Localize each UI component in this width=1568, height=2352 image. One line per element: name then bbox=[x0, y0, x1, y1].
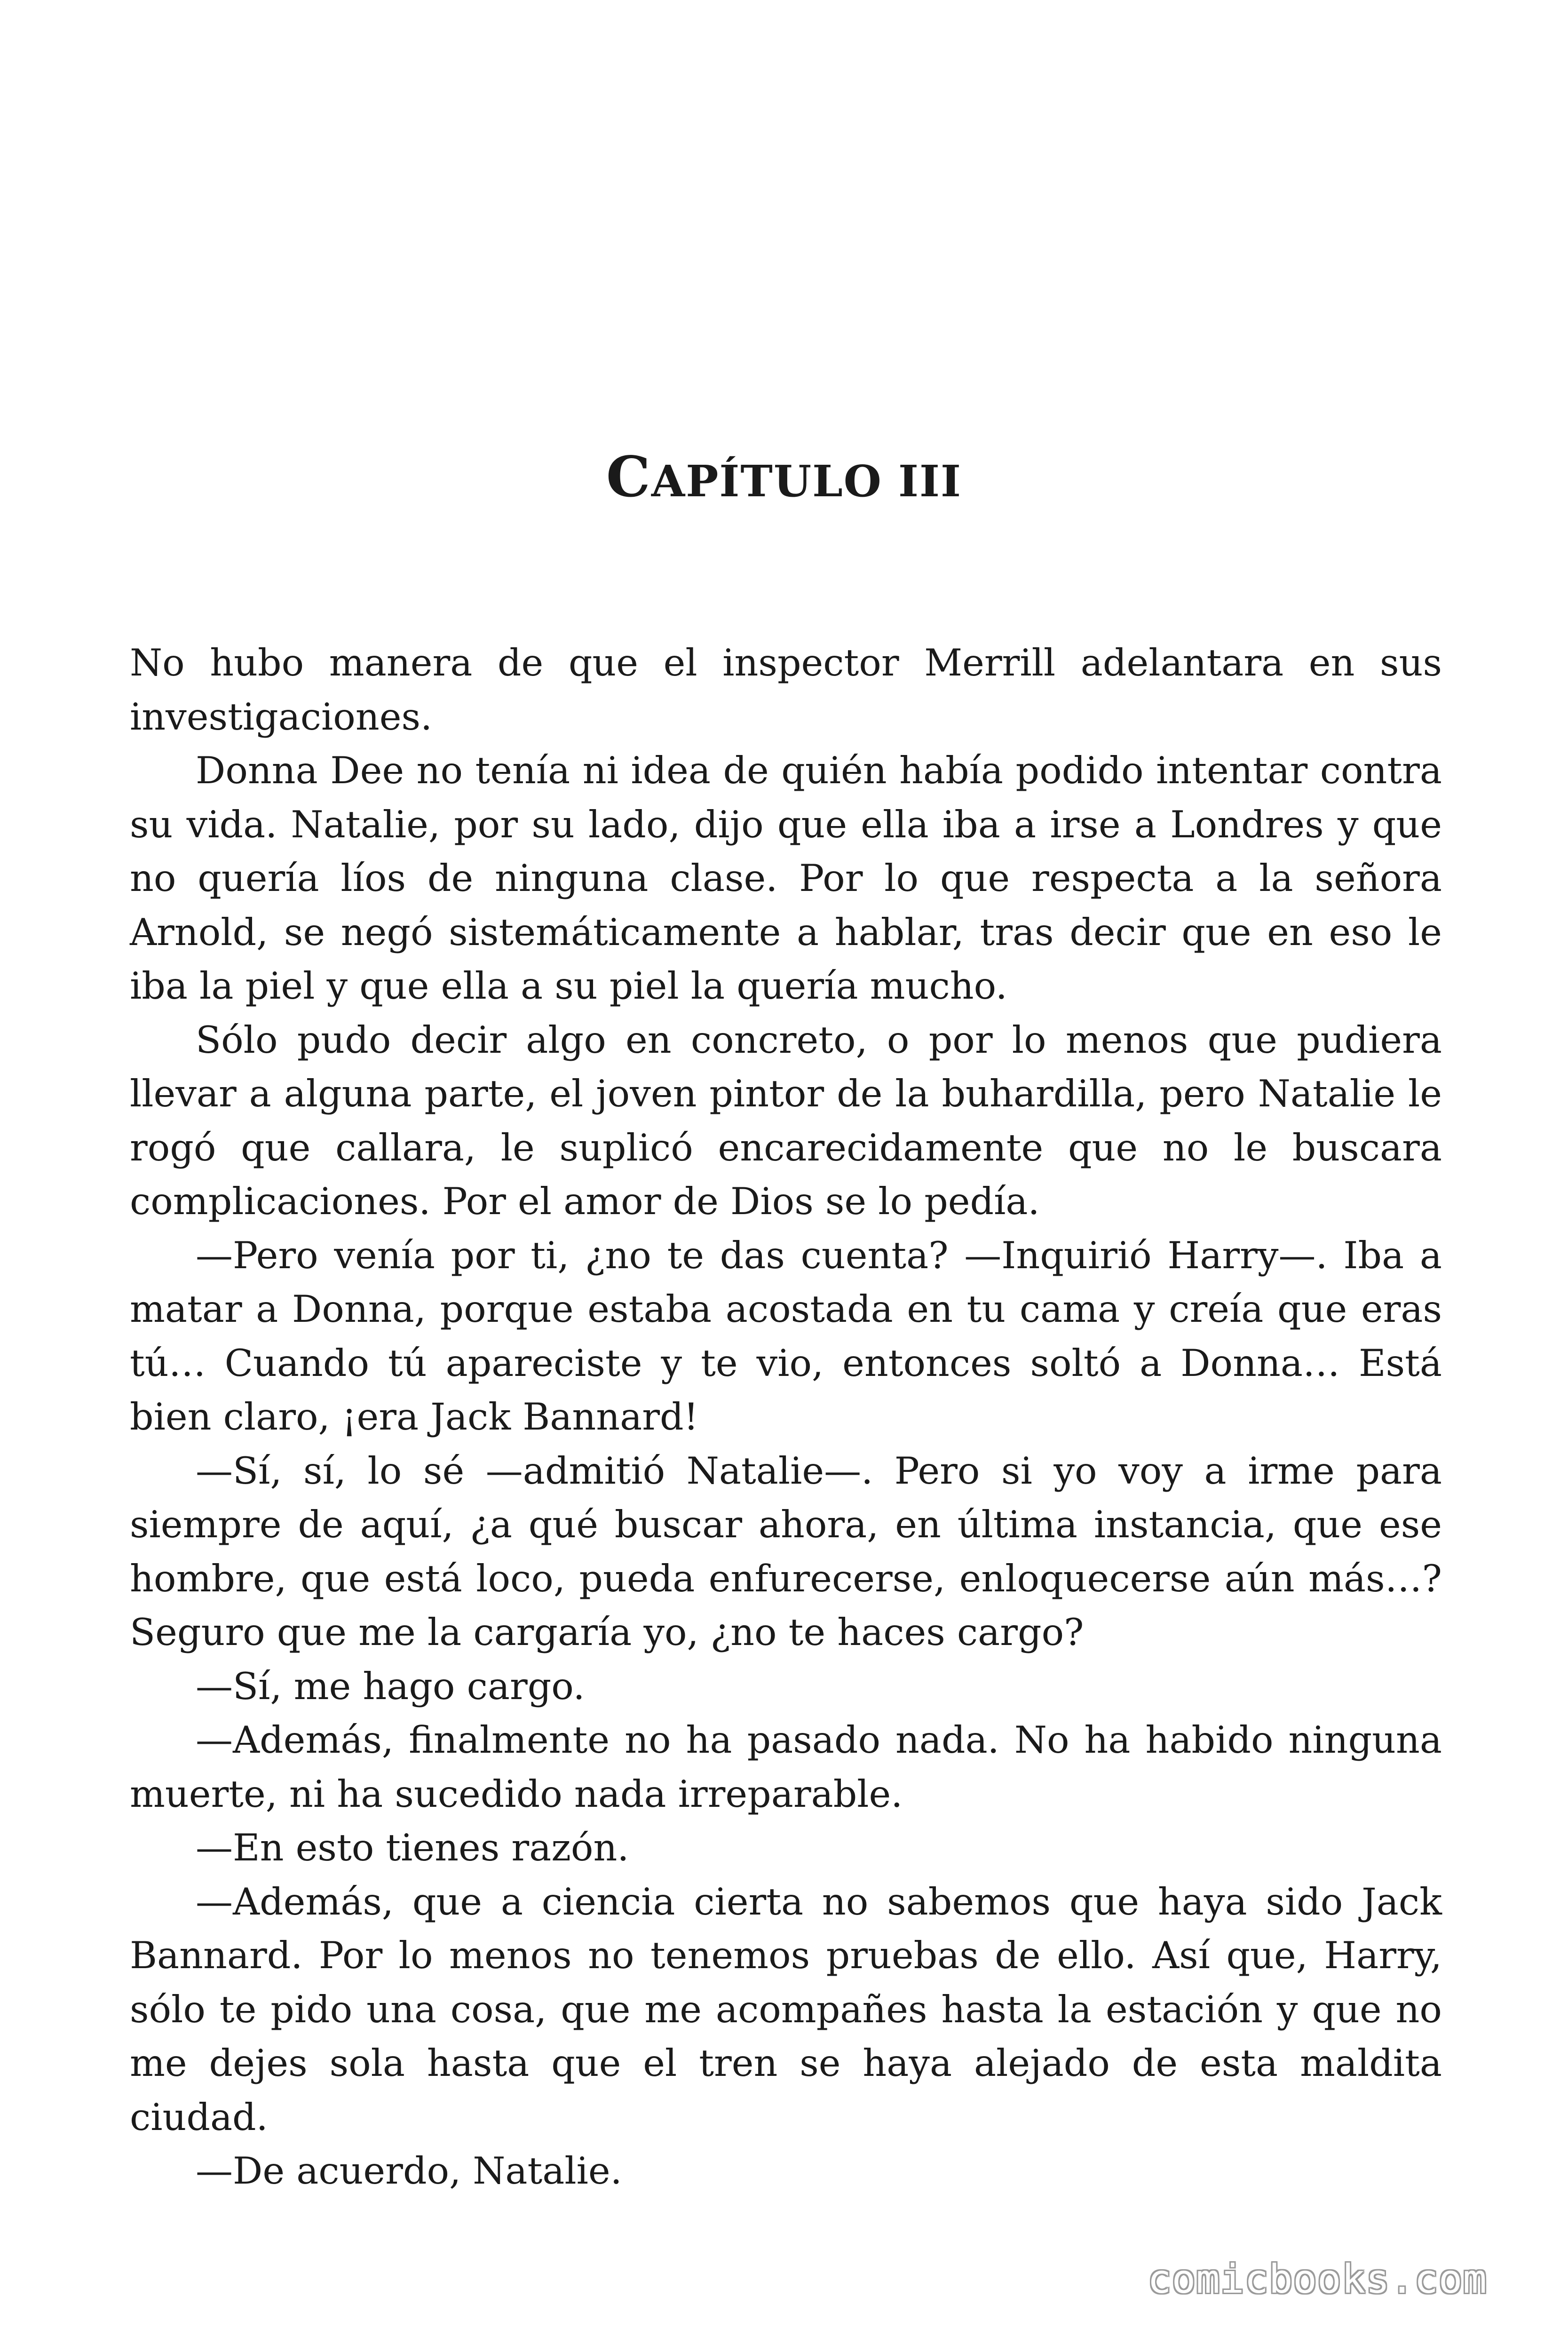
watermark: comicbooks.com bbox=[1148, 2256, 1488, 2302]
paragraph: —Pero venía por ti, ¿no te das cuenta? —Inquirió Harry—. Iba a matar a Donna, porque estaba acostada en tu cama y creía que eras tú… Cuando tú apareciste y te vio, entonces soltó a Donna… Está bien claro, ¡era Jack Bannard! bbox=[130, 1233, 1442, 1438]
paragraph: —Sí, sí, lo sé —admitió Natalie—. Pero si yo voy a irme para siempre de aquí, ¿a qué buscar ahora, en última instancia, que ese hombre, que está loco, pueda enfurecerse, enloquecerse aún más…? Seguro que me la cargaría yo, ¿no te haces cargo? bbox=[130, 1449, 1442, 1654]
paragraph: Donna Dee no tenía ni idea de quién había podido intentar contra su vida. Natalie, por su lado, dijo que ella iba a irse a Londres y que no quería líos de ninguna clase. Por lo que respecta a la señora Arnold, se negó sistemáticamente a hablar, tras decir que en eso le iba la piel y que ella a su piel la quería mucho. bbox=[130, 749, 1442, 1008]
chapter-title-initial: C bbox=[606, 444, 651, 509]
body-text bbox=[130, 636, 1442, 2198]
paragraph: Sólo pudo decir algo en concreto, o por lo menos que pudiera llevar a alguna parte, el joven pintor de la buhardilla, pero Natalie le rogó que callara, le suplicó encarecidamente que no le buscara complicaciones. Por el amor de Dios se lo pedía. bbox=[130, 1018, 1442, 1223]
paragraph: —En esto tienes razón. bbox=[196, 1826, 629, 1869]
paragraph: —Además, que a ciencia cierta no sabemos que haya sido Jack Bannard. Por lo menos no tenemos pruebas de ello. Así que, Harry, sólo te pido una cosa, que me acompañes hasta la estación y que no me dejes sola hasta que el tren se haya alejado de esta maldita ciudad. bbox=[130, 1880, 1442, 2139]
chapter-title-rest: APÍTULO III bbox=[651, 456, 962, 507]
chapter-title bbox=[0, 444, 1568, 509]
paragraph: No hubo manera de que el inspector Merrill adelantara en sus investigaciones. bbox=[130, 641, 1442, 739]
paragraph: —Además, finalmente no ha pasado nada. No ha habido ninguna muerte, ni ha sucedido nada irreparable. bbox=[130, 1718, 1442, 1816]
paragraph: —Sí, me hago cargo. bbox=[196, 1664, 585, 1708]
paragraph: —De acuerdo, Natalie. bbox=[196, 2149, 622, 2193]
